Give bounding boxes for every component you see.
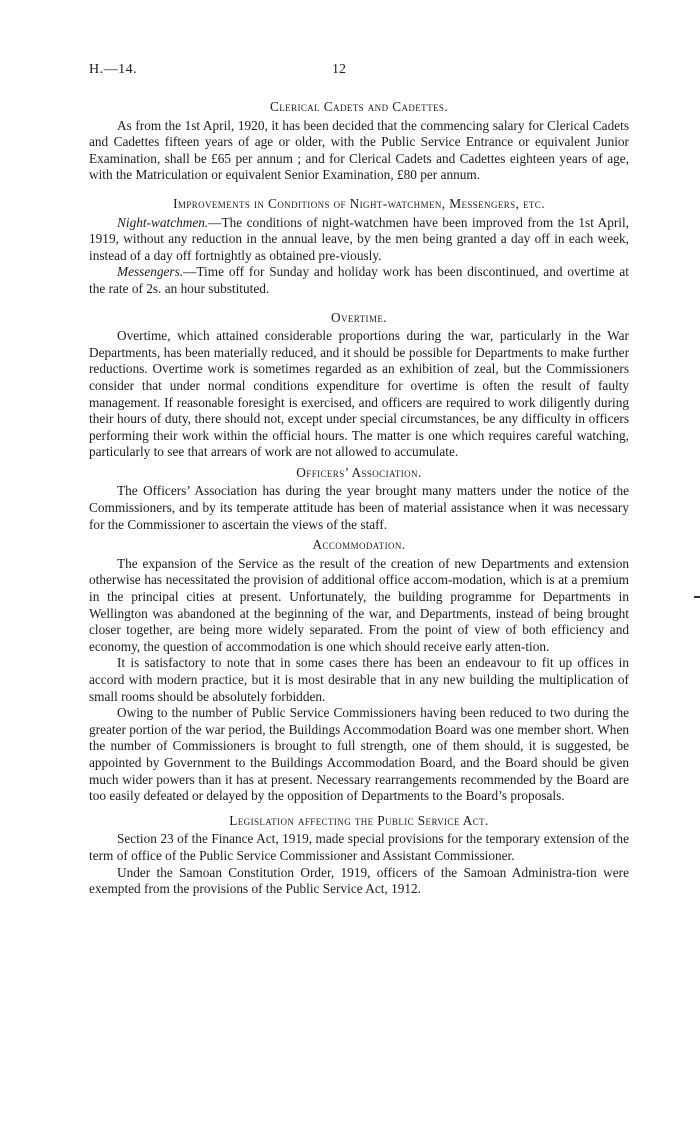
paragraph: As from the 1st April, 1920, it has been decided that the commencing salary for Clerical Cadets and Cadettes fifteen years of age or older, with the Public Service Entrance or equivalent Junior Examination, shall be £65 per annum ; and for Clerical Cadets and Cadettes eighteen years of age, with the Matriculation or equivalent Senior Examination, £80 per annum.	[89, 117, 629, 183]
document-body	[89, 97, 629, 898]
section-heading-clerical-cadets: Clerical Cadets and Cadettes.	[270, 99, 448, 114]
paragraph: The Officers’ Association has during the year brought many matters under the notice of the Commissioners, and by its temperate attitude has been of material assistance when it was necessary for the Commissioner to ascertain the views of the staff.	[89, 483, 629, 532]
paragraph-lead: Night-watchmen.	[117, 214, 209, 230]
section-heading-accommodation: Accommodation.	[312, 537, 406, 553]
paragraph: Under the Samoan Constitution Order, 1919, officers of the Samoan Administra-tion were exempted from the provisions of the Public Service Act, 1912.	[89, 864, 629, 897]
section-heading-legislation: Legislation affecting the Public Service Act.	[229, 812, 489, 828]
paragraph	[89, 215, 629, 265]
section-heading-improvements: Improvements in Conditions of Night-watchmen, Messengers, etc.	[173, 195, 545, 211]
paragraph: Section 23 of the Finance Act, 1919, made special provisions for the temporary extension of the term of office of the Public Service Commissioner and Assistant Commissioner.	[89, 831, 629, 863]
page-number: 12	[332, 62, 346, 77]
paragraph-text: —The conditions of night-watchmen have been improved from the 1st April, 1919, without any reduction in the annual leave, by the men being granted a day off in each week, instead of a day off fortnightly as obtained pre-viously.	[89, 214, 629, 263]
paragraph: It is satisfactory to note that in some cases there has been an endeavour to fit up offices in accord with modern practice, but it is most desirable that in any new building the multiplication of small rooms should be absolutely forbidden.	[89, 655, 629, 704]
page-header	[89, 62, 629, 82]
document-reference: H.—14.	[89, 62, 138, 77]
section-heading-overtime: Overtime.	[331, 309, 387, 325]
paragraph: The expansion of the Service as the result of the creation of new Departments and extension otherwise has necessitated the provision of additional office accom-modation, which is at a premium in the principal cities at present. Unfortunately, the building programme for Departments in Wellington was abandoned at the beginning of the war, and Departments, instead of being brought closer together, are being more widely separated. From the point of view of both efficiency and economy, the question of accommodation is one which should receive early atten-tion.	[89, 555, 629, 654]
paragraph: Overtime, which attained considerable proportions during the war, particularly in the War Departments, has been materially reduced, and it should be possible for Departments to make further reductions. Overtime work is sometimes regarded as an exhibition of zeal, but the Commissioners consider that under normal conditions expenditure for overtime is often the result of faulty management. If reasonable foresight is exercised, and officers are required to work diligently during their hours of duty, there should not, except under special circumstances, be any difficulty in officers performing their work within the official hours. The matter is one which requires careful watching, particularly to see that arrears of work are not allowed to accumulate.	[89, 328, 629, 460]
paragraph: Owing to the number of Public Service Commissioners having been reduced to two during the greater portion of the war period, the Buildings Accommodation Board was one member short. When the number of Commissioners is brought to full strength, one of them should, it is suggested, be appointed by Government to the Buildings Accommodation Board, and the Board should be given much wider powers than it has at present. Necessary rearrangements recommended by the Board are too easily defeated or delayed by the opposition of Departments to the Board’s proposals.	[89, 705, 629, 804]
paragraph	[89, 264, 629, 297]
paragraph-text: —Time off for Sunday and holiday work has been discontinued, and overtime at the rate of 2s. an hour substituted.	[89, 264, 629, 296]
section-heading-officers-association: Officers’ Association.	[296, 464, 422, 480]
paragraph-lead: Messengers.	[117, 264, 184, 280]
margin-mark	[694, 596, 700, 598]
